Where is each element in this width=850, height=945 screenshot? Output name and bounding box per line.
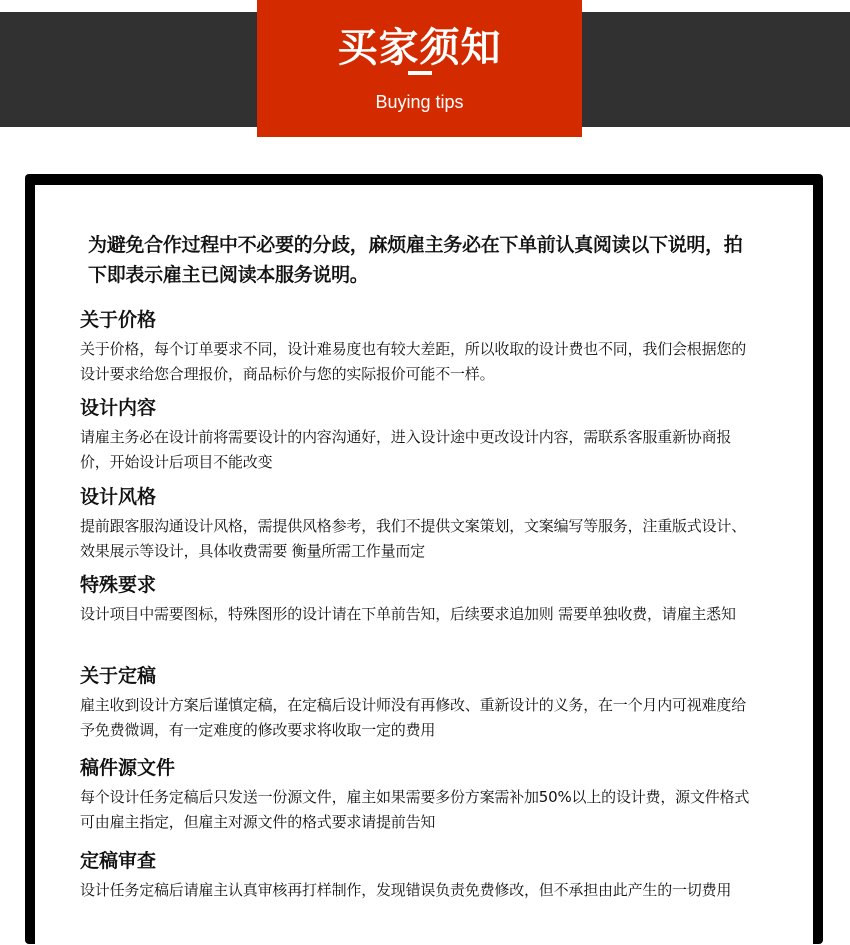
section-body: 设计任务定稿后请雇主认真审核再打样制作，发现错误负责免费修改，但不承担由此产生的一切费用	[80, 881, 732, 899]
header-title-box	[257, 0, 582, 137]
section-heading: 设计风格	[80, 486, 157, 508]
section-body: 每个设计任务定稿后只发送一份源文件，雇主如果需要多份方案需补加50%以上的设计费，源文件格式可由雇主指定，但雇主对源文件的格式要求请提前告知	[80, 788, 750, 831]
section-body: 雇主收到设计方案后谨慎定稿，在定稿后设计师没有再修改、重新设计的义务，在一个月内可视难度给予免费微调，有一定难度的修改要求将收取一定的费用	[80, 696, 747, 739]
section-heading: 定稿审查	[80, 850, 157, 872]
section-finalize	[80, 663, 760, 742]
section-body: 关于价格，每个订单要求不同，设计难易度也有较大差距，所以收取的设计费也不同，我们会根据您的设计要求给您合理报价，商品标价与您的实际报价可能不一样。	[80, 340, 747, 383]
section-source-files	[80, 755, 760, 834]
section-special	[80, 572, 760, 627]
page-subtitle: Buying tips	[375, 92, 464, 112]
intro-text: 为避免合作过程中不必要的分歧，麻烦雇主务必在下单前认真阅读以下说明，拍下即表示雇主已阅读本服务说明。	[88, 234, 743, 286]
title-divider	[408, 71, 432, 75]
section-body: 设计项目中需要图标，特殊图形的设计请在下单前告知，后续要求追加则 需要单独收费，请雇主悉知	[80, 605, 736, 623]
section-style	[80, 484, 760, 563]
section-heading: 设计内容	[80, 397, 157, 419]
section-heading: 特殊要求	[80, 574, 157, 596]
section-heading: 关于定稿	[80, 665, 157, 687]
section-heading: 稿件源文件	[80, 757, 176, 779]
section-review	[80, 848, 760, 903]
section-content	[80, 395, 760, 474]
page-title: 买家须知	[337, 25, 502, 71]
section-price	[80, 307, 760, 386]
section-body: 请雇主务必在设计前将需要设计的内容沟通好，进入设计途中更改设计内容，需联系客服重新协商报价，开始设计后项目不能改变	[80, 428, 732, 471]
section-heading: 关于价格	[80, 309, 157, 331]
section-body: 提前跟客服沟通设计风格，需提供风格参考，我们不提供文案策划，文案编写等服务，注重版式设计、效果展示等设计，具体收费需要 衡量所需工作量而定	[80, 517, 747, 560]
